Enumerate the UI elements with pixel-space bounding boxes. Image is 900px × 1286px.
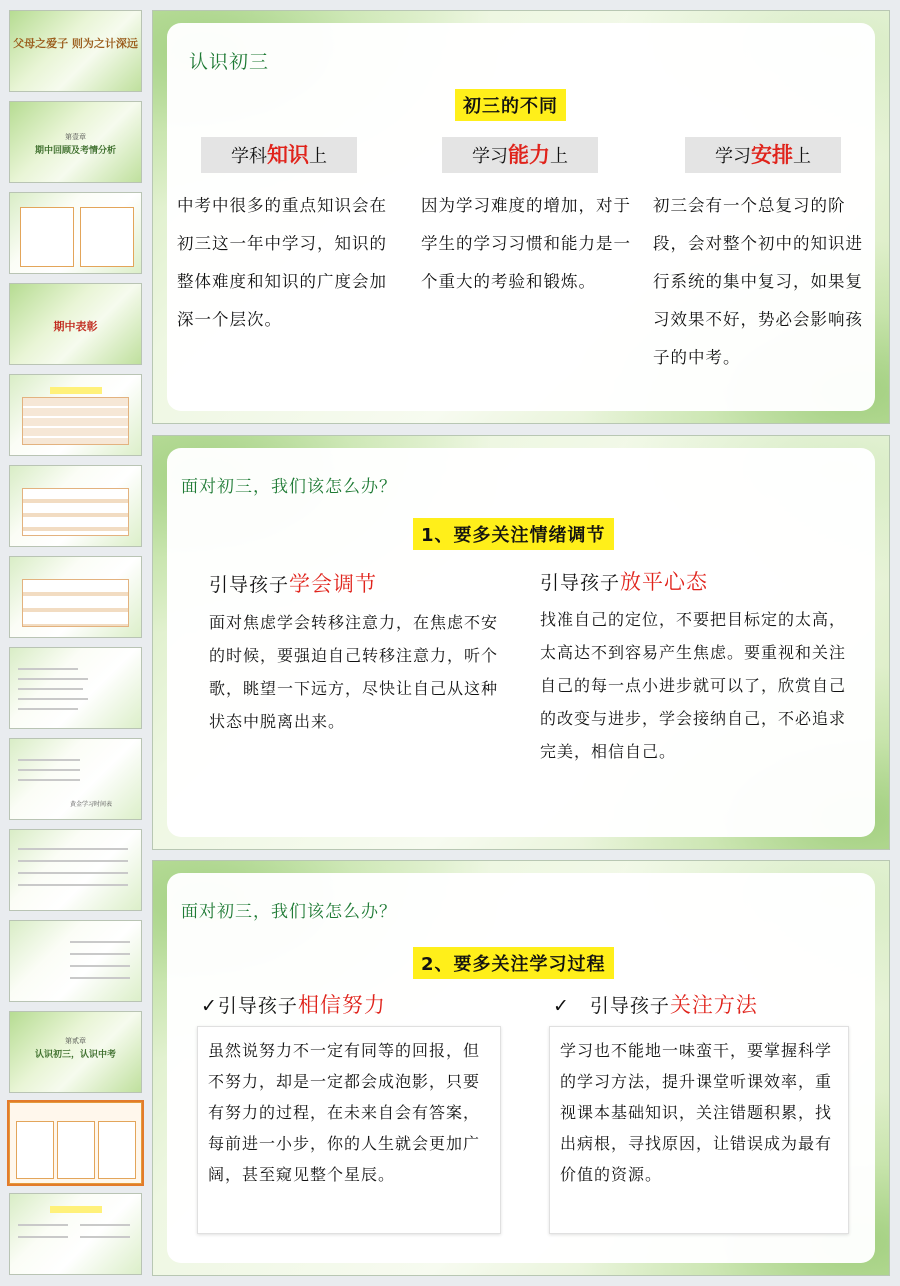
section-highlight: 1、要多关注情绪调节 bbox=[413, 518, 614, 550]
slide-title: 面对初三，我们该怎么办？ bbox=[181, 902, 397, 922]
slide-thumbnail-4[interactable] bbox=[9, 283, 142, 365]
thumbnail-table bbox=[22, 488, 129, 536]
slide-thumbnail-13[interactable] bbox=[9, 1102, 142, 1184]
label-prefix: 学习 bbox=[472, 146, 508, 167]
thumbnail-text-line bbox=[80, 1224, 130, 1226]
check-icon: ✓ bbox=[201, 995, 218, 1017]
thumbnail-text-line bbox=[18, 688, 83, 690]
slide-title: 面对初三，我们该怎么办？ bbox=[181, 477, 397, 497]
label-emphasis: 能力 bbox=[508, 143, 550, 167]
slide-thumbnail-5[interactable] bbox=[9, 374, 142, 456]
thumbnail-title: 期中表彰 bbox=[53, 320, 98, 333]
thumbnail-text-line bbox=[70, 977, 130, 979]
label-emphasis: 知识 bbox=[267, 143, 309, 167]
thumbnail-text-line bbox=[80, 1236, 130, 1238]
thumbnail-box bbox=[57, 1121, 95, 1179]
thumbnail-text-line bbox=[18, 698, 88, 700]
tip-heading-right bbox=[553, 989, 758, 1019]
column-label-knowledge bbox=[201, 137, 357, 173]
thumbnail-text-line bbox=[18, 759, 80, 761]
thumbnail-highlight bbox=[50, 387, 102, 394]
thumbnail-title: 期中回顾及考情分析 bbox=[34, 146, 116, 156]
tip-heading-right bbox=[540, 566, 708, 596]
thumbnail-text-line bbox=[18, 779, 80, 781]
thumbnail-text-line bbox=[18, 872, 128, 874]
slide-thumbnail-10[interactable] bbox=[9, 829, 142, 911]
thumbnail-text-line bbox=[18, 708, 78, 710]
slide-thumbnail-9[interactable] bbox=[9, 738, 142, 820]
heading-emphasis: 关注方法 bbox=[669, 993, 758, 1017]
slide-thumbnail-12[interactable] bbox=[9, 1011, 142, 1093]
heading-emphasis: 相信努力 bbox=[297, 993, 386, 1017]
thumbnail-table bbox=[22, 397, 129, 445]
slide-2 bbox=[152, 435, 890, 850]
tip-heading-left bbox=[201, 989, 386, 1019]
slide-card bbox=[167, 23, 875, 411]
thumbnail-text-line bbox=[70, 965, 130, 967]
thumbnail-box bbox=[16, 1121, 54, 1179]
slide-thumbnail-11[interactable] bbox=[9, 920, 142, 1002]
label-suffix: 上 bbox=[309, 146, 327, 167]
column-text-ability: 因为学习难度的增加，对于学生的学习习惯和能力是一个重大的考验和锻炼。 bbox=[421, 196, 631, 291]
column-text-knowledge: 中考中很多的重点知识会在初三这一年中学习，知识的整体难度和知识的广度会加深一个层次。 bbox=[177, 196, 387, 329]
heading-prefix: 引导孩子 bbox=[589, 995, 670, 1017]
thumbnail-title: 黄金学习时间表 bbox=[70, 801, 113, 808]
slide-thumbnail-1[interactable] bbox=[9, 10, 142, 92]
label-prefix: 学习 bbox=[715, 146, 751, 167]
slide-thumbnail-2[interactable] bbox=[9, 101, 142, 183]
label-emphasis: 安排 bbox=[751, 143, 793, 167]
slide-title: 认识初三 bbox=[189, 51, 270, 73]
label-suffix: 上 bbox=[550, 146, 568, 167]
slide-thumbnail-panel bbox=[0, 0, 150, 1286]
slide-thumbnail-6[interactable] bbox=[9, 465, 142, 547]
heading-emphasis: 放平心态 bbox=[620, 570, 709, 594]
thumbnail-text-line bbox=[70, 941, 130, 943]
thumbnail-text-line bbox=[18, 848, 128, 850]
heading-prefix: 引导孩子 bbox=[540, 572, 621, 594]
thumbnail-text-line bbox=[18, 1236, 68, 1238]
slide-thumbnail-3[interactable] bbox=[9, 192, 142, 274]
tip-text-left: 虽然说努力不一定有同等的回报，但不努力，却是一定都会成泡影，只要有努力的过程，在未来自会有答案，每前进一小步，你的人生就会更加广阔，甚至窥见整个星辰。 bbox=[197, 1026, 501, 1234]
thumbnail-text-line bbox=[18, 1224, 68, 1226]
thumbnail-box bbox=[80, 207, 134, 267]
thumbnail-table bbox=[22, 579, 129, 627]
thumbnail-highlight bbox=[50, 1206, 102, 1213]
slide-thumbnail-7[interactable] bbox=[9, 556, 142, 638]
slide-card bbox=[167, 873, 875, 1263]
label-suffix: 上 bbox=[793, 146, 811, 167]
section-highlight: 2、要多关注学习过程 bbox=[413, 947, 614, 979]
thumbnail-subtitle: 第贰章 bbox=[65, 1037, 86, 1045]
slide-thumbnail-8[interactable] bbox=[9, 647, 142, 729]
thumbnail-text-line bbox=[18, 769, 80, 771]
tip-text-right: 找准自己的定位，不要把目标定的太高，太高达不到容易产生焦虑。要重视和关注自己的每一点小进步就可以了，欣赏自己的改变与进步，学会接纳自己，不必追求完美，相信自己。 bbox=[540, 610, 847, 761]
thumbnail-subtitle: 第壹章 bbox=[65, 133, 86, 141]
column-label-arrangement bbox=[685, 137, 841, 173]
check-icon: ✓ bbox=[553, 995, 570, 1017]
heading-prefix: 引导孩子 bbox=[217, 995, 298, 1017]
column-label-ability bbox=[442, 137, 598, 173]
thumbnail-box bbox=[20, 207, 74, 267]
tip-text-right: 学习也不能地一味蛮干，要掌握科学的学习方法，提升课堂听课效率，重视课本基础知识，关注错题积累，找出病根，寻找原因，让错误成为最有价值的资源。 bbox=[549, 1026, 849, 1234]
label-prefix: 学科 bbox=[231, 146, 267, 167]
slide-1 bbox=[152, 10, 890, 424]
thumbnail-title: 认识初三，认识中考 bbox=[34, 1050, 116, 1060]
slide-thumbnail-14[interactable] bbox=[9, 1193, 142, 1275]
thumbnail-text-line bbox=[18, 678, 88, 680]
slide-card bbox=[167, 448, 875, 837]
thumbnail-text-line bbox=[18, 668, 78, 670]
tip-text-left: 面对焦虑学会转移注意力，在焦虑不安的时候，要强迫自己转移注意力，听个歌，眺望一下远方，尽快让自己从这种状态中脱离出来。 bbox=[209, 613, 499, 731]
section-highlight: 初三的不同 bbox=[455, 89, 566, 121]
column-text-arrangement: 初三会有一个总复习的阶段，会对整个初中的知识进行系统的集中复习，如果复习效果不好，势必会影响孩子的中考。 bbox=[653, 196, 863, 367]
thumbnail-text-line bbox=[18, 884, 128, 886]
heading-emphasis: 学会调节 bbox=[289, 572, 378, 596]
tip-heading-left bbox=[209, 568, 377, 598]
thumbnail-text-line bbox=[18, 860, 128, 862]
thumbnail-box bbox=[98, 1121, 136, 1179]
heading-prefix: 引导孩子 bbox=[209, 574, 290, 596]
thumbnail-title: 父母之爱子 则为之计深远 bbox=[13, 37, 138, 50]
slide-3 bbox=[152, 860, 890, 1276]
thumbnail-text-line bbox=[70, 953, 130, 955]
